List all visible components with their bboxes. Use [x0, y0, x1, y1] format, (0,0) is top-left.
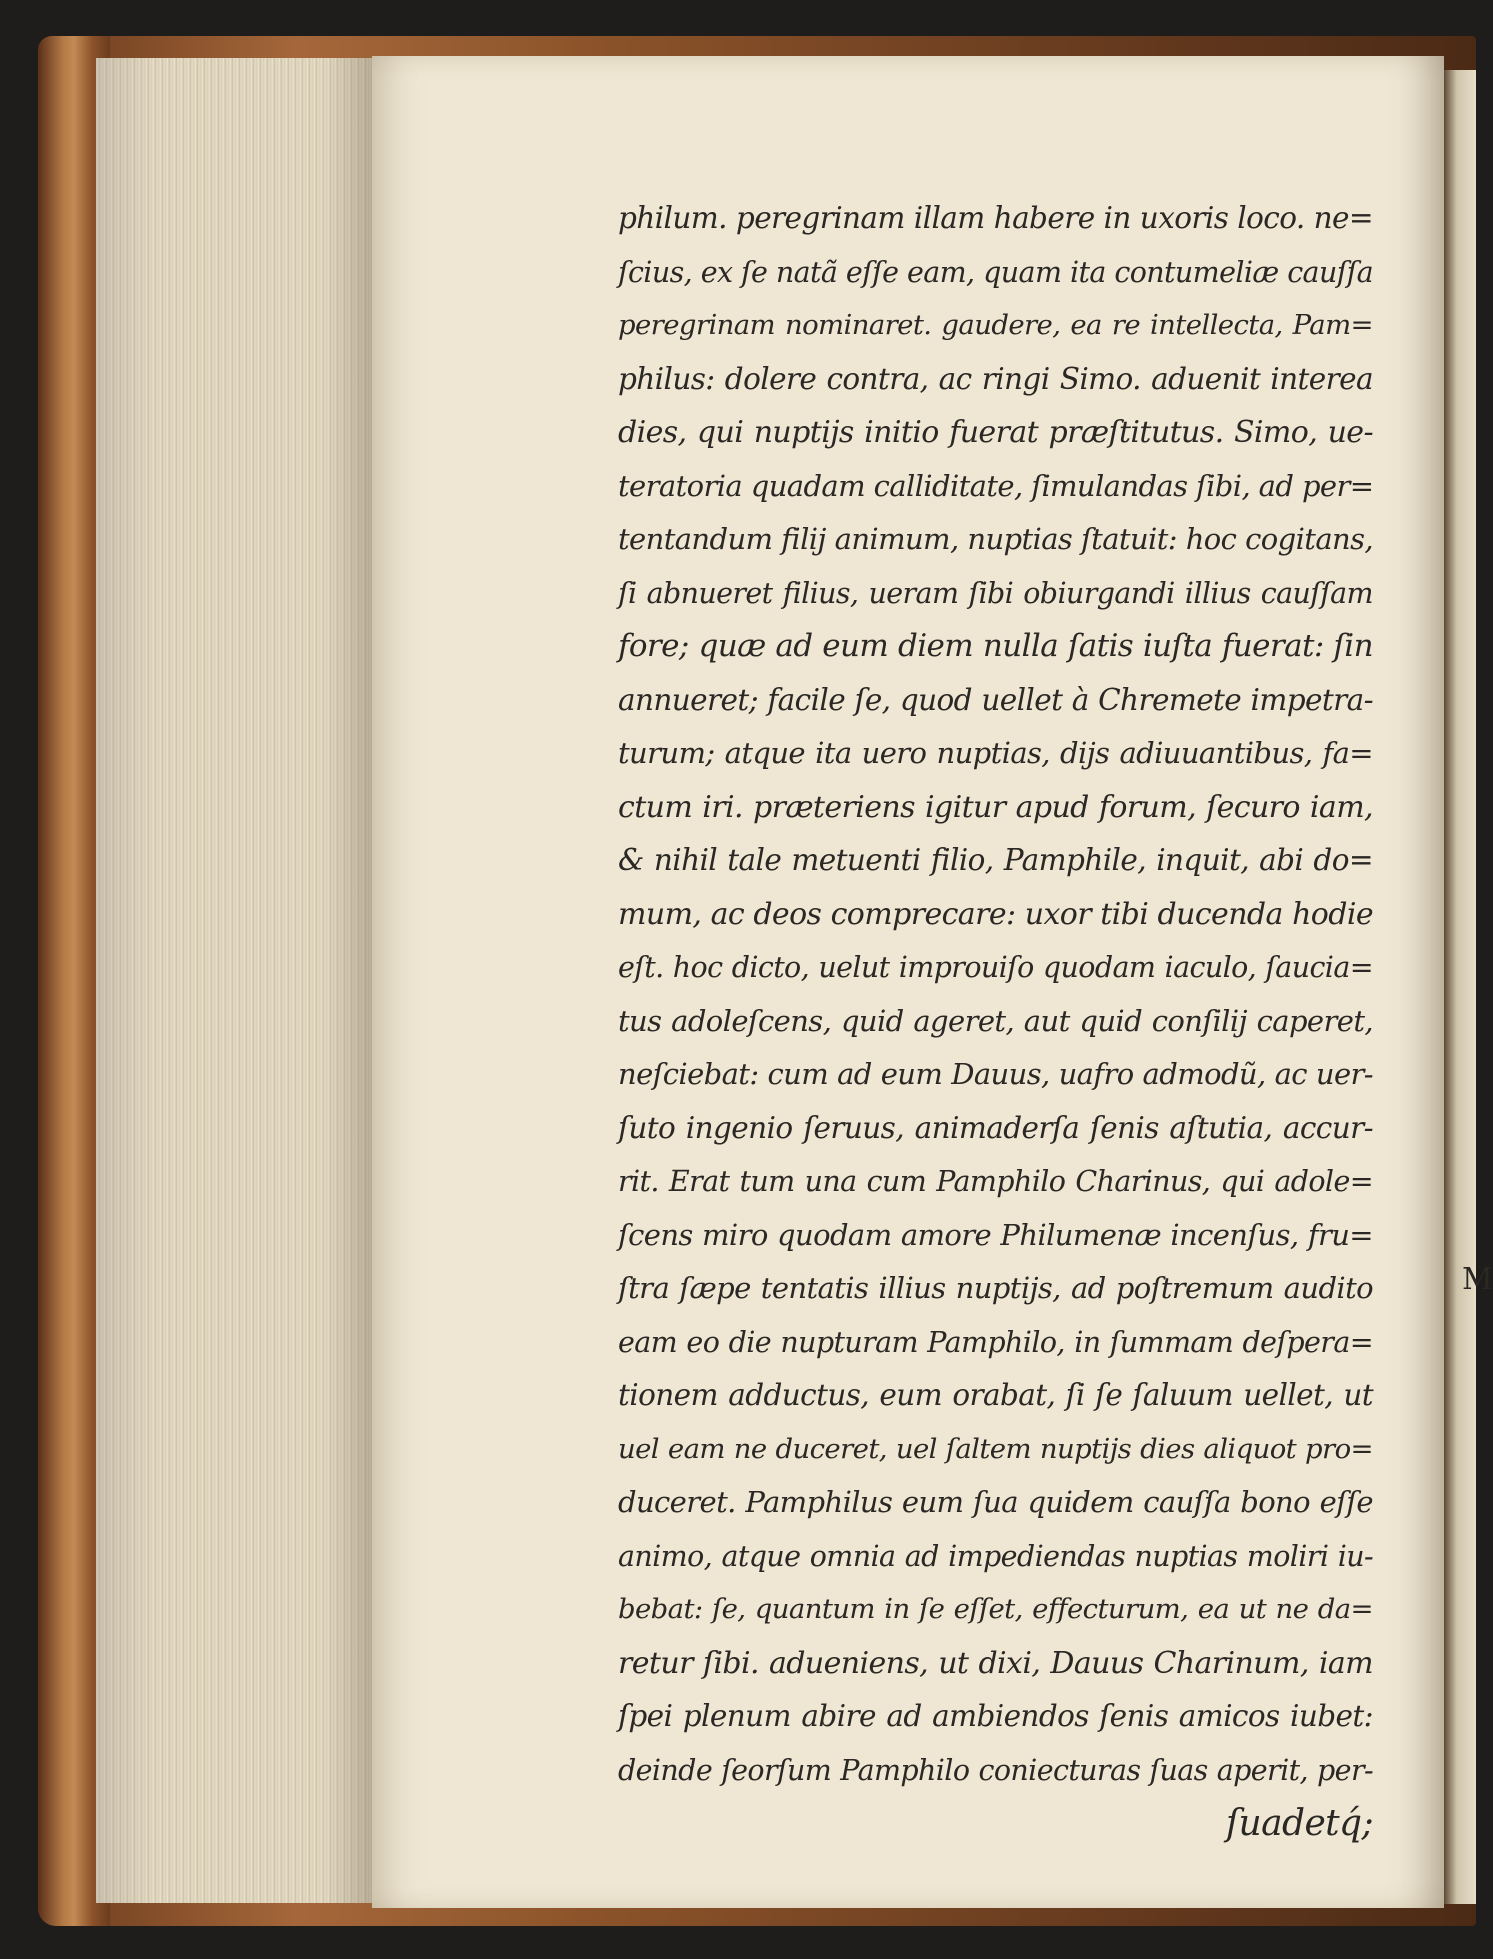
text-line: turum; atque ita uero nuptias, dijs adiuuantibus, fa=	[618, 736, 1373, 770]
facing-page-letter: M	[1462, 1262, 1493, 1297]
text-line: rit. Erat tum una cum Pamphilo Charinus, qui adole=	[618, 1165, 1373, 1198]
text-line: ſcens miro quodam amore Philumenæ incenſus, fru=	[618, 1217, 1373, 1252]
text-line: deinde ſeorſum Pamphilo coniecturas ſuas aperit, per-	[618, 1753, 1373, 1787]
text-line: ſpei plenum abire ad ambiendos ſenis amicos iubet:	[618, 1699, 1373, 1733]
text-line: philus: dolere contra, ac ringi Simo. aduenit interea	[618, 361, 1373, 396]
text-line: ſi abnueret filius, ueram ſibi obiurgandi illius cauſſam	[618, 576, 1373, 610]
text-line: tus adoleſcens, quid ageret, aut quid conſilij caperet,	[618, 1003, 1373, 1038]
page-block-shading	[96, 58, 382, 1903]
text-line: ſtra ſæpe tentatis illius nuptijs, ad poſtremum audito	[618, 1271, 1373, 1305]
text-line: duceret. Pamphilus eum ſua quidem cauſſa bono eſſe	[618, 1485, 1373, 1519]
text-line: tionem adductus, eum orabat, ſi ſe ſaluum uellet, ut	[618, 1378, 1373, 1412]
facing-page-edge	[1444, 70, 1476, 1904]
text-line: ſuto ingenio ſeruus, animaderſa ſenis aſtutia, accur-	[618, 1110, 1373, 1145]
text-line: fore; quæ ad eum diem nulla ſatis iuſta fuerat: ſin	[618, 628, 1373, 664]
text-line: ctum iri. præteriens igitur apud forum, ſecuro iam,	[618, 789, 1373, 825]
text-line: retur ſibi. adueniens, ut dixi, Dauus Charinum, iam	[618, 1645, 1373, 1681]
text-line: dies, qui nuptijs initio fuerat præſtitutus. Simo, ue-	[618, 415, 1373, 450]
text-line-catchword: ſuadetq́;	[1225, 1803, 1373, 1844]
text-line: teratoria quadam calliditate, ſimulandas ſibi, ad per=	[618, 468, 1374, 503]
page-text	[618, 192, 1373, 1851]
text-line: philum. peregrinam illam habere in uxoris loco. ne=	[618, 201, 1373, 235]
text-line: peregrinam nominaret. gaudere, ea re intellecta, Pam=	[618, 309, 1373, 341]
text-line: tentandum filij animum, nuptias ſtatuit: hoc cogitans,	[618, 522, 1373, 556]
text-line: ſcius, ex ſe natã eſſe eam, quam ita contumeliæ cauſſa	[618, 255, 1373, 289]
text-line: uel eam ne duceret, uel ſaltem nuptijs dies aliquot pro=	[618, 1432, 1373, 1465]
text-line: eſt. hoc dicto, uelut improuiſo quodam iaculo, ſaucia=	[618, 951, 1373, 984]
text-line: eam eo die nupturam Pamphilo, in ſummam deſpera=	[618, 1325, 1373, 1359]
text-line: annueret; facile ſe, quod uellet à Chremete impetra-	[618, 682, 1373, 717]
text-line: & nihil tale metuenti filio, Pamphile, inquit, abi do=	[618, 843, 1373, 877]
text-line: neſciebat: cum ad eum Dauus, uafro admodũ, ac uer-	[618, 1057, 1373, 1091]
text-line: mum, ac deos comprecare: uxor tibi ducenda hodie	[618, 896, 1373, 932]
text-line: animo, atque omnia ad impediendas nuptias moliri iu-	[618, 1539, 1373, 1573]
text-line: bebat: ſe, quantum in ſe eſſet, effecturum, ea ut ne da=	[618, 1593, 1373, 1625]
